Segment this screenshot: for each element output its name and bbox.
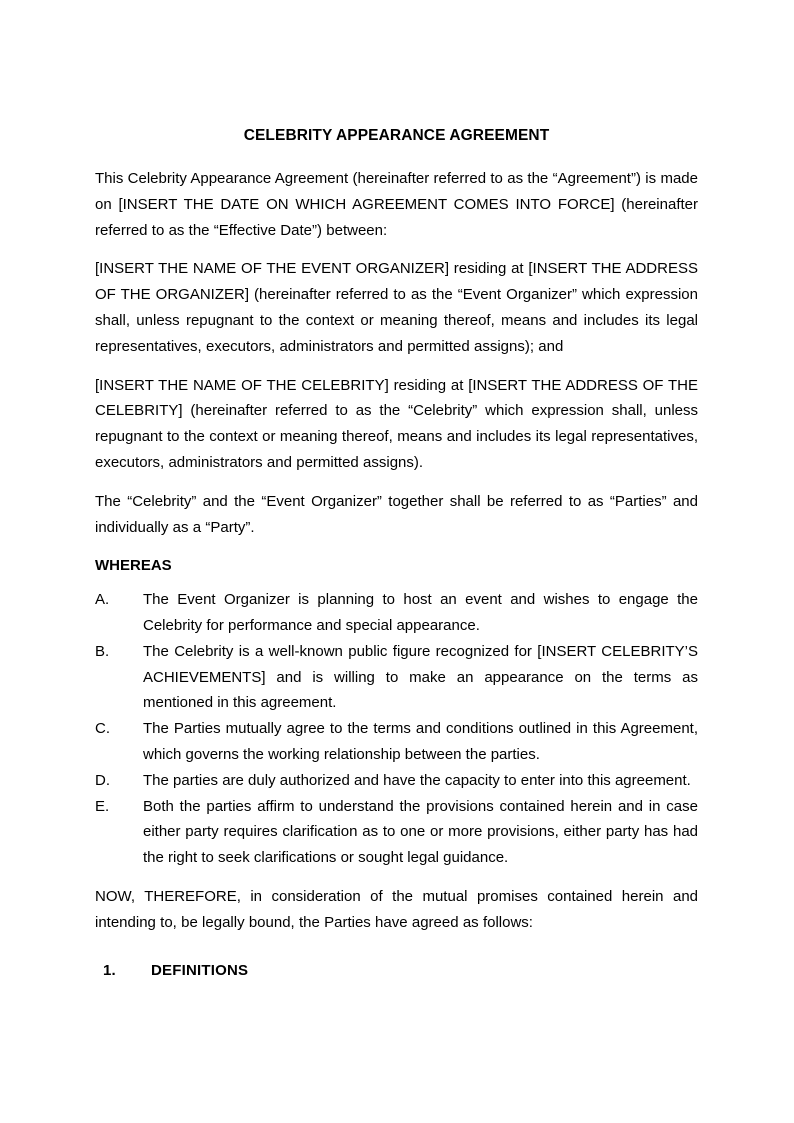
list-item-text: Both the parties affirm to understand the provisions contained herein and in case either party requires clarification as to one or more provisions, either party has had the right to seek clarifications or sought legal guidance. [143,797,698,867]
list-item [95,639,698,716]
document-content [95,126,698,983]
section-heading-definitions [95,958,698,984]
list-item-marker: C. [95,720,110,738]
section-number: 1. [103,961,116,979]
list-item-marker: B. [95,642,110,660]
list-item-text: The Parties mutually agree to the terms and conditions outlined in this Agreement, which governs the working relationship between the parties. [143,720,698,763]
paragraph-celebrity: [INSERT THE NAME OF THE CELEBRITY] residing at [INSERT THE ADDRESS OF THE CELEBRITY] (hereinafter referred to as the “Celebrity” which expression shall, unless repugnant to the context or meaning thereof, means and includes its legal representatives, executors, administrators and permitted assigns). [95,376,698,471]
list-item [95,587,698,639]
list-item-text: The parties are duly authorized and have the capacity to enter into this agreement. [143,771,691,789]
paragraph-intro: This Celebrity Appearance Agreement (hereinafter referred to as the “Agreement”) is made on [INSERT THE DATE ON WHICH AGREEMENT COMES INTO FORCE] (hereinafter referred to as the “Effective Date”) between: [95,170,698,239]
recitals-list [95,587,698,871]
list-item [95,794,698,871]
list-item-marker: E. [95,797,110,815]
list-item-text: The Celebrity is a well-known public figure recognized for [INSERT CELEBRITY’S ACHIEVEMENTS] and is willing to make an appearance on the terms as mentioned in this agreement. [143,642,698,712]
paragraph-parties: The “Celebrity” and the “Event Organizer” together shall be referred to as “Parties” and individually as a “Party”. [95,492,698,536]
paragraph-now-therefore: NOW, THEREFORE, in consideration of the mutual promises contained herein and intending to, be legally bound, the Parties have agreed as follows: [95,887,698,931]
whereas-heading: WHEREAS [95,557,172,575]
list-item-marker: D. [95,771,110,789]
list-item [95,716,698,768]
page-title: CELEBRITY APPEARANCE AGREEMENT [243,127,550,144]
list-item-text: The Event Organizer is planning to host an event and wishes to engage the Celebrity for performance and special appearance. [143,591,698,634]
list-item [95,768,698,794]
paragraph-event-organizer: [INSERT THE NAME OF THE EVENT ORGANIZER] residing at [INSERT THE ADDRESS OF THE ORGANIZER] (hereinafter referred to as the “Event Organizer” which expression shall, unless repugnant to the context or meaning thereof, means and includes its legal representatives, executors, administrators and permitted assigns); and [95,260,698,355]
section-title: DEFINITIONS [151,961,249,979]
list-item-marker: A. [95,591,110,609]
